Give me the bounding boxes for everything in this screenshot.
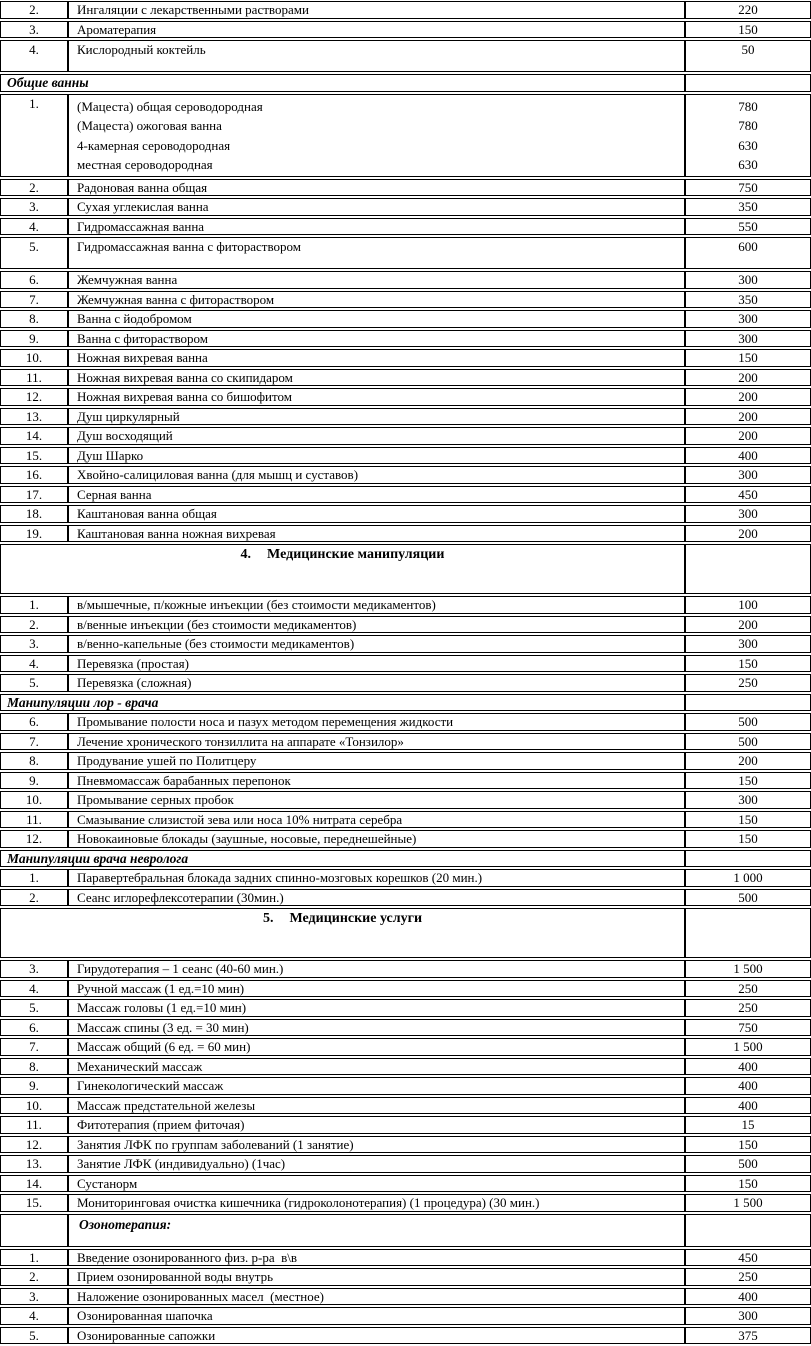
row-number: 2. [0,889,68,907]
row-number: 5. [0,999,68,1017]
service-name: Наложение озонированных масел (местное) [68,1288,685,1306]
service-name: Душ Шарко [68,447,685,465]
price-value: 500 [685,733,811,751]
price-value: 1 500 [685,960,811,978]
row-number: 14. [0,427,68,445]
row-number: 4. [0,980,68,998]
table-row [0,427,811,445]
service-name: Ванна с йодобромом [68,310,685,328]
service-name: Гидромассажная ванна [68,218,685,236]
price-value: 350 [685,198,811,216]
service-name: Гирудотерапия – 1 сеанс (40-60 мин.) [68,960,685,978]
service-name: Серная ванна [68,486,685,504]
table-row [0,1136,811,1154]
service-name: Механический массаж [68,1058,685,1076]
price-table-body [0,1,811,1344]
price-value: 250 [685,999,811,1017]
service-name: Жемчужная ванна [68,271,685,289]
price-value: 750 [685,1019,811,1037]
service-name: местная сероводородная [77,157,213,172]
price-value: 50 [685,40,811,72]
service-name: Радоновая ванна общая [68,179,685,197]
row-number: 19. [0,525,68,543]
table-row [0,74,811,92]
price-value: 550 [685,218,811,236]
service-name: (Мацеста) ожоговая ванна [77,118,222,133]
table-row [0,525,811,543]
table-row [0,635,811,653]
table-row [0,713,811,731]
table-row [0,752,811,770]
row-number: 12. [0,830,68,848]
service-name: Кислородный коктейль [68,40,685,72]
service-name: Смазывание слизистой зева или носа 10% нитрата серебра [68,811,685,829]
price-value: 750 [685,179,811,197]
table-row [0,388,811,406]
table-row [0,1327,811,1345]
price-value: 375 [685,1327,811,1345]
table-row [0,486,811,504]
service-name: Каштановая ванна ножная вихревая [68,525,685,543]
service-name: Озонированная шапочка [68,1307,685,1325]
service-name: Ножная вихревая ванна со бишофитом [68,388,685,406]
table-row [0,889,811,907]
price-value: 150 [685,1175,811,1193]
price-value: 100 [685,596,811,614]
row-number: 2. [0,179,68,197]
service-name: Сухая углекислая ванна [68,198,685,216]
service-name: 4-камерная сероводородная [77,137,231,153]
price-value: 400 [685,1058,811,1076]
row-number: 4. [0,655,68,673]
service-name: Перевязка (сложная) [68,674,685,692]
table-row [0,960,811,978]
service-name: Ароматерапия [68,21,685,39]
price-value: 250 [685,980,811,998]
table-row [0,772,811,790]
price-value: 780 [738,118,758,133]
service-name: Промывание полости носа и пазух методом перемещения жидкости [68,713,685,731]
row-number: 13. [0,1155,68,1173]
price-value: 150 [685,349,811,367]
price-value: 300 [685,791,811,809]
price-value: 300 [685,1307,811,1325]
section-header: Общие ванны [0,74,685,92]
service-name: Ножная вихревая ванна [68,349,685,367]
row-number: 9. [0,330,68,348]
price-value: 630 [738,157,758,172]
service-name: Каштановая ванна общая [68,505,685,523]
row-number: 6. [0,1019,68,1037]
row-number: 11. [0,369,68,387]
row-number: 6. [0,713,68,731]
row-number: 10. [0,1097,68,1115]
price-empty-cell [685,74,811,92]
price-value: 400 [685,1288,811,1306]
section-header: Манипуляции врача невролога [0,850,685,868]
service-name: Продувание ушей по Политцеру [68,752,685,770]
price-value: 400 [685,447,811,465]
price-empty-cell [685,850,811,868]
row-number: 13. [0,408,68,426]
category-number: 5. [262,911,274,926]
table-row [0,1038,811,1056]
service-name-group [68,94,685,177]
price-value: 200 [685,752,811,770]
price-value: 500 [685,889,811,907]
table-row [0,616,811,634]
price-empty-cell [685,908,811,958]
price-value: 300 [685,466,811,484]
price-value: 150 [685,655,811,673]
price-value: 450 [685,486,811,504]
price-value: 500 [685,1155,811,1173]
table-row [0,674,811,692]
service-name: в/венно-капельные (без стоимости медикаментов) [68,635,685,653]
row-number: 11. [0,1116,68,1134]
row-number: 16. [0,466,68,484]
service-name: Хвойно-салициловая ванна (для мышц и суставов) [68,466,685,484]
table-row [0,408,811,426]
price-value: 200 [685,369,811,387]
row-number: 18. [0,505,68,523]
price-empty-cell [685,694,811,712]
table-row [0,791,811,809]
price-value: 400 [685,1077,811,1095]
table-row [0,1249,811,1267]
table-row [0,237,811,269]
row-number: 4. [0,40,68,72]
row-number: 17. [0,486,68,504]
price-empty-cell [685,544,811,594]
subsection-header: Озонотерапия: [68,1214,685,1247]
service-name: Лечение хронического тонзиллита на аппарате «Тонзилор» [68,733,685,751]
row-number: 7. [0,733,68,751]
service-name: Фитотерапия (прием фиточая) [68,1116,685,1134]
service-name: Душ восходящий [68,427,685,445]
table-row [0,330,811,348]
service-name: Массаж предстательной железы [68,1097,685,1115]
table-row [0,310,811,328]
row-number: 9. [0,772,68,790]
service-name: Гидромассажная ванна с фитораствором [68,237,685,269]
table-row [0,1155,811,1173]
row-number: 3. [0,960,68,978]
table-row [0,733,811,751]
service-name: Озонированные сапожки [68,1327,685,1345]
row-number: 4. [0,1307,68,1325]
table-row [0,1194,811,1212]
row-number: 8. [0,752,68,770]
row-number: 5. [0,674,68,692]
row-number: 10. [0,791,68,809]
service-name: Жемчужная ванна с фитораствором [68,291,685,309]
service-name: Ингаляции с лекарственными растворами [68,1,685,19]
row-number: 1. [0,869,68,887]
table-row [0,1097,811,1115]
category-heading [0,544,685,594]
table-row [0,349,811,367]
price-value: 250 [685,674,811,692]
service-name: Массаж общий (6 ед. = 60 мин) [68,1038,685,1056]
table-row [0,1307,811,1325]
table-row [0,694,811,712]
row-number: 2. [0,616,68,634]
service-name: Пневмомассаж барабанных перепонок [68,772,685,790]
row-number: 8. [0,1058,68,1076]
row-number: 5. [0,1327,68,1345]
price-value: 300 [685,310,811,328]
row-number: 15. [0,1194,68,1212]
row-number: 7. [0,1038,68,1056]
service-name: Массаж спины (3 ед. = 30 мин) [68,1019,685,1037]
table-row [0,1214,811,1247]
service-name: Гинекологический массаж [68,1077,685,1095]
price-group [685,94,811,177]
service-name: Занятия ЛФК по группам заболеваний (1 занятие) [68,1136,685,1154]
category-heading [0,908,685,958]
table-row [0,811,811,829]
price-value: 200 [685,525,811,543]
table-row [0,94,811,177]
row-number: 3. [0,21,68,39]
row-number: 12. [0,388,68,406]
table-row [0,447,811,465]
service-name: Массаж головы (1 ед.=10 мин) [68,999,685,1017]
table-row [0,1116,811,1134]
row-number: 6. [0,271,68,289]
table-row [0,1288,811,1306]
row-number: 15. [0,447,68,465]
table-row [0,1175,811,1193]
table-row [0,291,811,309]
price-value: 300 [685,330,811,348]
service-name: Ванна с фитораствором [68,330,685,348]
price-value: 1 500 [685,1038,811,1056]
price-value: 150 [685,830,811,848]
price-value: 150 [685,811,811,829]
table-row [0,850,811,868]
table-row [0,218,811,236]
price-value: 200 [685,616,811,634]
service-name: Душ циркулярный [68,408,685,426]
row-number: 1. [0,1249,68,1267]
category-title: Медицинские манипуляции [267,547,445,562]
price-value: 220 [685,1,811,19]
price-value: 600 [685,237,811,269]
table-row [0,198,811,216]
table-row [0,544,811,594]
price-value: 1 500 [685,1194,811,1212]
row-number: 1. [0,596,68,614]
price-value: 630 [738,137,758,153]
row-number: 3. [0,198,68,216]
price-value: 200 [685,427,811,445]
table-row [0,1058,811,1076]
service-name: Перевязка (простая) [68,655,685,673]
service-name: Прием озонированной воды внутрь [68,1268,685,1286]
table-row [0,1019,811,1037]
service-name: Занятие ЛФК (индивидуально) (1час) [68,1155,685,1173]
table-row [0,869,811,887]
price-value: 200 [685,408,811,426]
category-number: 4. [240,547,252,562]
service-name: Введение озонированного физ. р-ра в\в [68,1249,685,1267]
price-value: 150 [685,772,811,790]
price-value: 250 [685,1268,811,1286]
price-value: 500 [685,713,811,731]
service-name: в/венные инъекции (без стоимости медикаментов) [68,616,685,634]
row-number: 9. [0,1077,68,1095]
category-title: Медицинские услуги [289,911,423,926]
service-name: Сеанс иглорефлексотерапии (30мин.) [68,889,685,907]
table-row [0,21,811,39]
service-name: Ножная вихревая ванна со скипидаром [68,369,685,387]
price-empty-cell [685,1214,811,1247]
price-value: 150 [685,21,811,39]
table-row [0,999,811,1017]
section-header: Манипуляции лор - врача [0,694,685,712]
service-name: Промывание серных пробок [68,791,685,809]
price-value: 150 [685,1136,811,1154]
row-number: 7. [0,291,68,309]
row-number: 12. [0,1136,68,1154]
table-row [0,908,811,958]
service-name: Ручной массаж (1 ед.=10 мин) [68,980,685,998]
row-number: 4. [0,218,68,236]
service-name: в/мышечные, п/кожные инъекции (без стоимости медикаментов) [68,596,685,614]
table-row [0,466,811,484]
price-value: 450 [685,1249,811,1267]
price-value: 780 [738,98,758,114]
service-name: Мониторинговая очистка кишечника (гидроколонотерапия) (1 процедура) (30 мин.) [68,1194,685,1212]
table-row [0,1268,811,1286]
row-number: 11. [0,811,68,829]
row-number: 14. [0,1175,68,1193]
table-row [0,830,811,848]
row-number: 3. [0,635,68,653]
price-value: 300 [685,635,811,653]
row-number: 1. [0,94,68,177]
row-number: 2. [0,1,68,19]
table-row [0,40,811,72]
table-row [0,980,811,998]
row-number: 2. [0,1268,68,1286]
table-row [0,655,811,673]
row-number: 10. [0,349,68,367]
price-value: 400 [685,1097,811,1115]
row-number: 3. [0,1288,68,1306]
service-name: (Мацеста) общая сероводородная [77,98,263,114]
price-value: 300 [685,505,811,523]
table-row [0,1077,811,1095]
price-value: 300 [685,271,811,289]
service-name: Новокаиновые блокады (заушные, носовые, переднешейные) [68,830,685,848]
table-row [0,1,811,19]
table-row [0,369,811,387]
table-row [0,179,811,197]
service-name: Паравертебральная блокада задних спинно-мозговых корешков (20 мин.) [68,869,685,887]
price-value: 350 [685,291,811,309]
table-row [0,596,811,614]
price-value: 200 [685,388,811,406]
price-value: 1 000 [685,869,811,887]
row-number: 8. [0,310,68,328]
service-name: Сустанорм [68,1175,685,1193]
row-number-empty [0,1214,68,1247]
row-number: 5. [0,237,68,269]
table-row [0,505,811,523]
table-row [0,271,811,289]
price-value: 15 [685,1116,811,1134]
